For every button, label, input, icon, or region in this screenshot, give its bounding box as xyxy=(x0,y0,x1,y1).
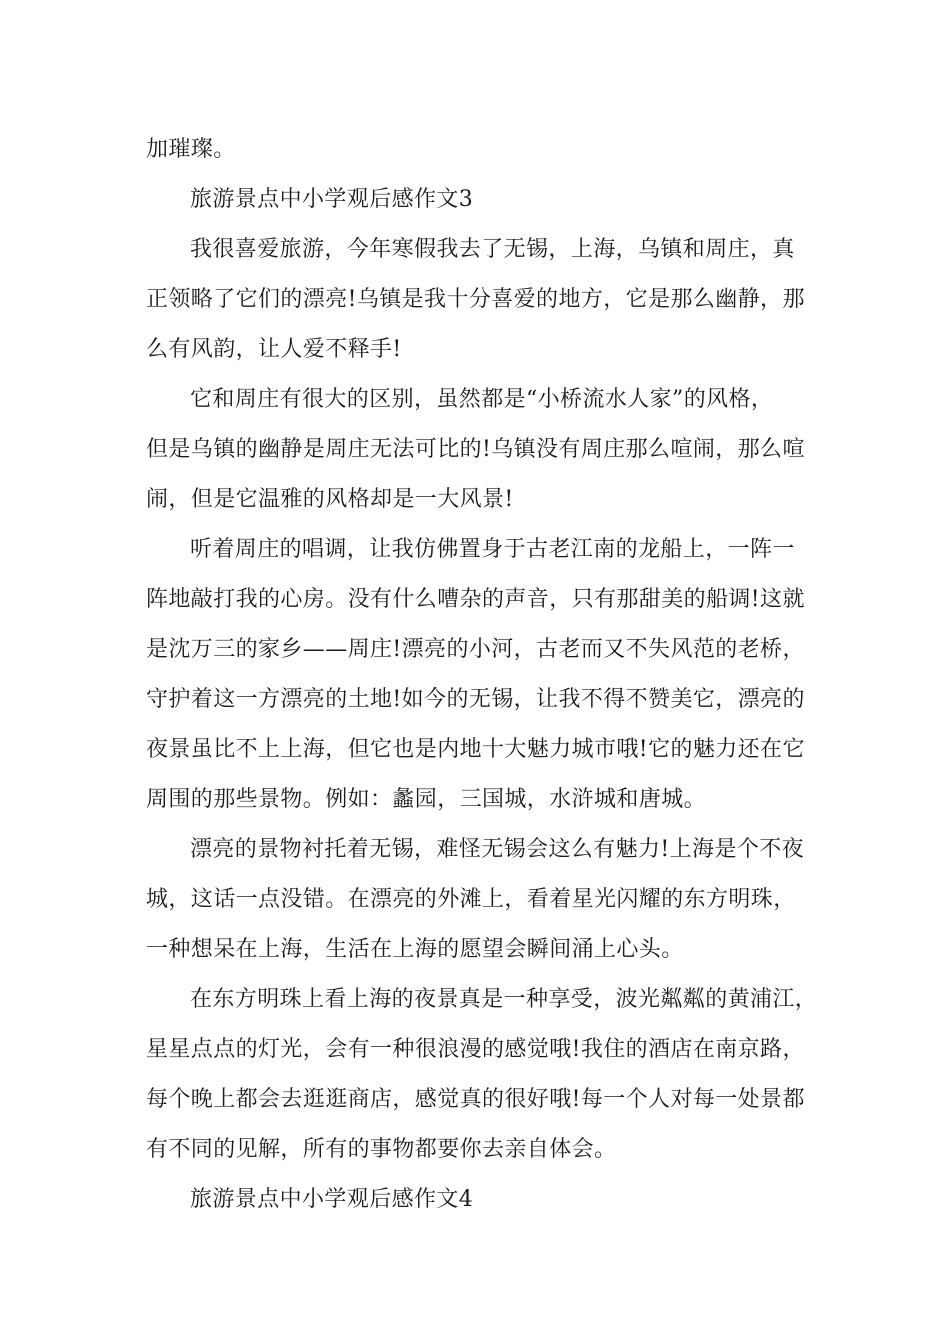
body-text-line: 守护着这一方漂亮的土地!如今的无锡，让我不得不赞美它，漂亮的 xyxy=(146,687,805,712)
section-heading: 旅游景点中小学观后感作文3 xyxy=(190,187,474,212)
body-text-line: 我很喜爱旅游，今年寒假我去了无锡，上海，乌镇和周庄，真 xyxy=(190,237,795,262)
body-text-line: 是沈万三的家乡——周庄!漂亮的小河，古老而又不失风范的老桥， xyxy=(146,637,805,662)
body-text-line: 漂亮的景物衬托着无锡，难怪无锡会这么有魅力!上海是个不夜 xyxy=(190,837,805,862)
body-text-line: 但是乌镇的幽静是周庄无法可比的!乌镇没有周庄那么喧闹，那么喧 xyxy=(146,437,805,462)
body-text-line: 加璀璨。 xyxy=(146,137,236,162)
body-text-line: 听着周庄的唱调，让我仿佛置身于古老江南的龙船上，一阵一 xyxy=(190,537,795,562)
body-text-line: 闹，但是它温雅的风格却是一大风景! xyxy=(146,487,514,512)
body-text-line: 有不同的见解，所有的事物都要你去亲自体会。 xyxy=(146,1137,617,1162)
body-text-line: 在东方明珠上看上海的夜景真是一种享受，波光粼粼的黄浦江， xyxy=(190,987,818,1012)
section-heading: 旅游景点中小学观后感作文4 xyxy=(190,1187,474,1212)
body-text-line: 么有风韵，让人爱不释手! xyxy=(146,337,402,362)
body-text-line: 正领略了它们的漂亮!乌镇是我十分喜爱的地方，它是那么幽静，那 xyxy=(146,287,805,312)
body-text-line: 星星点点的灯光，会有一种很浪漫的感觉哦!我住的酒店在南京路， xyxy=(146,1037,805,1062)
body-text-line: 一种想呆在上海，生活在上海的愿望会瞬间涌上心头。 xyxy=(146,937,684,962)
body-text-line: 它和周庄有很大的区别，虽然都是“小桥流水人家”的风格， xyxy=(190,387,774,412)
body-text-line: 周围的那些景物。例如：蠡园，三国城，水浒城和唐城。 xyxy=(146,787,707,812)
body-text-line: 阵地敲打我的心房。没有什么嘈杂的声音，只有那甜美的船调!这就 xyxy=(146,587,805,612)
body-text-line: 夜景虽比不上上海，但它也是内地十大魅力城市哦!它的魅力还在它 xyxy=(146,737,805,762)
body-text-line: 每个晚上都会去逛逛商店，感觉真的很好哦!每一个人对每一处景都 xyxy=(146,1087,805,1112)
body-text-line: 城，这话一点没错。在漂亮的外滩上，看着星光闪耀的东方明珠， xyxy=(146,887,796,912)
